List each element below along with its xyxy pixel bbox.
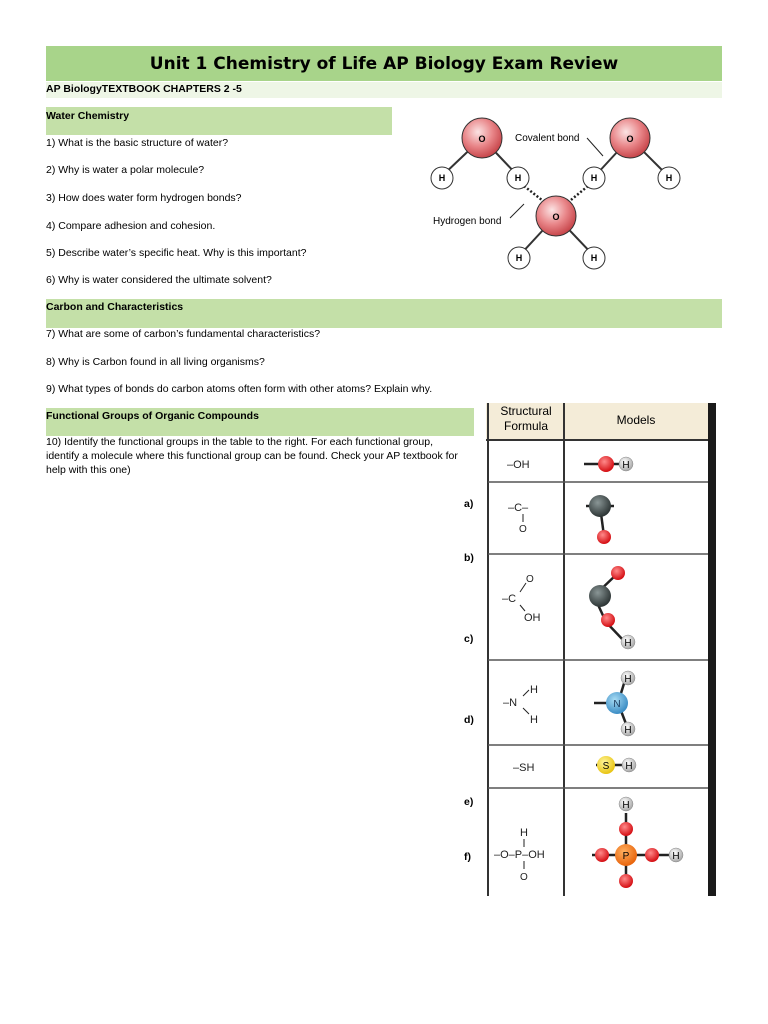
svg-text:S: S [602, 761, 610, 772]
label-c: c) [464, 633, 474, 645]
question-3: 3) How does water form hydrogen bonds? [46, 192, 242, 204]
label-b: b) [464, 552, 474, 564]
svg-text:OH: OH [524, 612, 541, 624]
question-9: 9) What types of bonds do carbon atoms often form with other atoms? Explain why. [46, 383, 433, 395]
svg-text:H: H [514, 173, 522, 183]
svg-text:O: O [552, 212, 560, 222]
svg-text:H: H [438, 173, 446, 183]
svg-text:Models: Models [616, 413, 656, 427]
water-hydrogen-bond-diagram [420, 108, 700, 273]
svg-text:H: H [665, 173, 673, 183]
svg-text:H: H [625, 761, 633, 772]
svg-text:H: H [520, 827, 528, 839]
svg-text:O: O [526, 574, 534, 585]
svg-text:–OH: –OH [507, 459, 530, 471]
svg-text:H: H [624, 638, 632, 649]
svg-text:O: O [520, 872, 528, 883]
water-heading: Water Chemistry [46, 110, 130, 122]
svg-text:H: H [622, 460, 630, 471]
question-1: 1) What is the basic structure of water? [46, 137, 229, 149]
svg-text:O: O [519, 524, 527, 535]
svg-text:–C–: –C– [508, 502, 529, 514]
label-d: d) [464, 714, 474, 726]
page-subtitle: AP BiologyTEXTBOOK CHAPTERS 2 -5 [46, 82, 722, 98]
functional-groups-table [486, 403, 718, 896]
question-6: 6) Why is water considered the ultimate solvent? [46, 274, 272, 286]
svg-text:H: H [672, 851, 680, 862]
svg-text:H: H [624, 725, 632, 736]
svg-text:Formula: Formula [503, 419, 549, 433]
question-4: 4) Compare adhesion and cohesion. [46, 220, 216, 232]
svg-text:–O–P–OH: –O–P–OH [494, 849, 545, 861]
svg-text:H: H [622, 800, 630, 811]
functional-heading: Functional Groups of Organic Compounds [46, 410, 259, 422]
covalent-bond-label: Covalent bond [515, 133, 580, 144]
label-f: f) [464, 851, 471, 863]
svg-text:P: P [622, 851, 630, 862]
svg-text:Structural: Structural [500, 404, 552, 418]
question-10: 10) Identify the functional groups in the table to the right. For each functional group, identify a molecule where this functional group can be found. Check your AP textbook for help with this one) [46, 436, 458, 476]
question-2: 2) Why is water a polar molecule? [46, 164, 205, 176]
svg-text:H: H [530, 684, 538, 696]
svg-text:–N: –N [503, 697, 518, 709]
svg-text:H: H [624, 674, 632, 685]
svg-text:H: H [590, 253, 598, 263]
question-7: 7) What are some of carbon’s fundamental characteristics? [46, 328, 321, 340]
svg-text:–SH: –SH [513, 762, 535, 774]
page-title: Unit 1 Chemistry of Life AP Biology Exam Review [46, 46, 722, 81]
svg-text:H: H [530, 714, 538, 726]
svg-text:O: O [478, 134, 486, 144]
svg-text:H: H [590, 173, 598, 183]
hydrogen-bond-label: Hydrogen bond [433, 216, 502, 227]
label-a: a) [464, 498, 474, 510]
svg-text:–C: –C [502, 593, 517, 605]
svg-text:O: O [626, 134, 634, 144]
question-8: 8) Why is Carbon found in all living organisms? [46, 356, 265, 368]
carbon-heading: Carbon and Characteristics [46, 301, 184, 313]
label-e: e) [464, 796, 474, 808]
svg-text:H: H [515, 253, 523, 263]
question-5: 5) Describe water’s specific heat. Why is this important? [46, 247, 307, 259]
svg-text:N: N [613, 699, 621, 710]
